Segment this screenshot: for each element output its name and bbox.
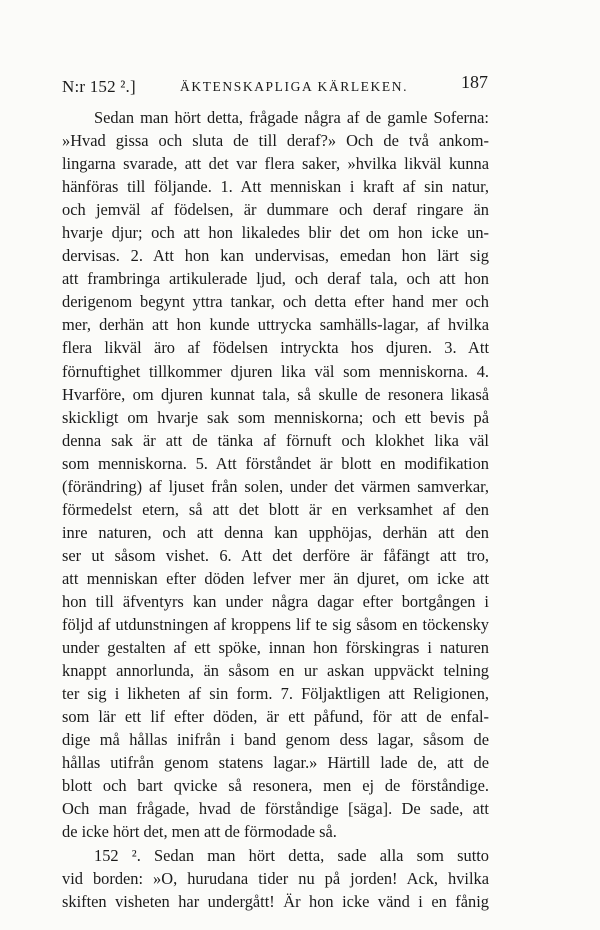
text-line: och jemväl af födelsen, är dummare och deraf ringare än — [62, 200, 489, 220]
text-line: ser ut såsom vishet. 6. Att det derföre är fåfängt att tro, — [62, 545, 489, 565]
text-line: lingarna svarade, att det var flera saker, »hvilka likväl kunna — [62, 154, 489, 174]
text-line: Och man frågade, hvad de förståndige [säga]. De sade, att — [62, 799, 489, 819]
text-line: vid borden: »O, hurudana tider nu på jorden! Ack, hvilka — [62, 868, 489, 888]
text-line: dige må hållas inifrån i band genom dess lagar, såsom de — [62, 730, 489, 750]
text-line: hon till äfventyrs kan under några dagar efter bortgången i — [62, 591, 489, 611]
text-line: Hvarföre, om djuren kunnat tala, så skulle de resonera likaså — [62, 384, 489, 404]
text-line: att menniskan efter döden lefver mer än djuret, om icke att — [62, 568, 489, 588]
text-line: Sedan man hört detta, frågade några af de gamle Soferna: — [94, 108, 489, 127]
text-line: 152 ². Sedan man hört detta, sade alla som sutto — [94, 845, 489, 865]
text-line: hänföras till följande. 1. Att menniskan i kraft af sin natur, — [62, 177, 489, 197]
text-line: denna sak är att de tänka af förnuft och klokhet lika väl — [62, 430, 489, 450]
text-line: inre naturen, och att denna kan upphöjas, derhän att den — [62, 522, 489, 542]
text-line: blott och bart qvicke så resonera, men ej de förståndige. — [62, 776, 489, 796]
text-line: flera likväl äro af födelsen intryckta hos djuren. 3. Att — [62, 338, 489, 358]
text-line: hvarje djur; och att hon likaledes blir det om hon icke un- — [62, 223, 489, 243]
text-line: förmedelst etern, så att det blott är en verksamhet af den — [62, 499, 489, 519]
text-line: knappt annorlunda, än såsom en ur askan uppväckt telning — [62, 661, 489, 681]
text-line: att frambringa artikulerade ljud, och deraf tala, och att hon — [62, 269, 489, 289]
text-line: de icke hört det, men att de förmodade så. — [62, 822, 337, 842]
section-reference: N:r 152 ².] — [62, 77, 136, 96]
text-line: som menniskorna. 5. Att förståndet är blott en modifikation — [62, 453, 489, 473]
text-line: förnuftighet tillkommer djuren lika väl som menniskorna. 4. — [62, 361, 489, 381]
text-line: derigenom begynt yttra tankar, och detta efter hand mer och — [62, 292, 489, 312]
text-line: (förändring) af ljuset från solen, under det värmen samverkar, — [62, 476, 489, 496]
running-title: ÄKTENSKAPLIGA KÄRLEKEN. — [180, 79, 409, 94]
text-line: »Hvad gissa och sluta de till deraf?» Och de två ankom- — [62, 131, 489, 151]
text-line: ter sig i likheten af sin form. 7. Följaktligen att Religionen, — [62, 684, 489, 704]
text-line: hållas utifrån genom statens lagar.» Härtill lade de, att de — [62, 753, 489, 773]
text-line: skiften visheten har undergått! Är hon icke vänd i en fånig — [62, 891, 489, 911]
text-line: följd af utdunstningen af kroppens lif te sig såsom en töckensky — [62, 615, 489, 635]
text-line: dervisas. 2. Att hon kan undervisas, emedan hon lärt sig — [62, 246, 489, 266]
text-line: under gestalten af ett spöke, innan hon förskingras i naturen — [62, 638, 489, 658]
text-line: som lär ett lif efter döden, är ett påfund, för att de enfal- — [62, 707, 489, 727]
page-number: 187 — [461, 72, 488, 92]
running-header — [62, 72, 488, 100]
text-line: skickligt om hvarje sak som menniskorna; och ett bevis på — [62, 407, 489, 427]
text-line: mer, derhän att hon kunde uttrycka samhälls-lagar, af hvilka — [62, 315, 489, 335]
body-text — [62, 106, 489, 913]
